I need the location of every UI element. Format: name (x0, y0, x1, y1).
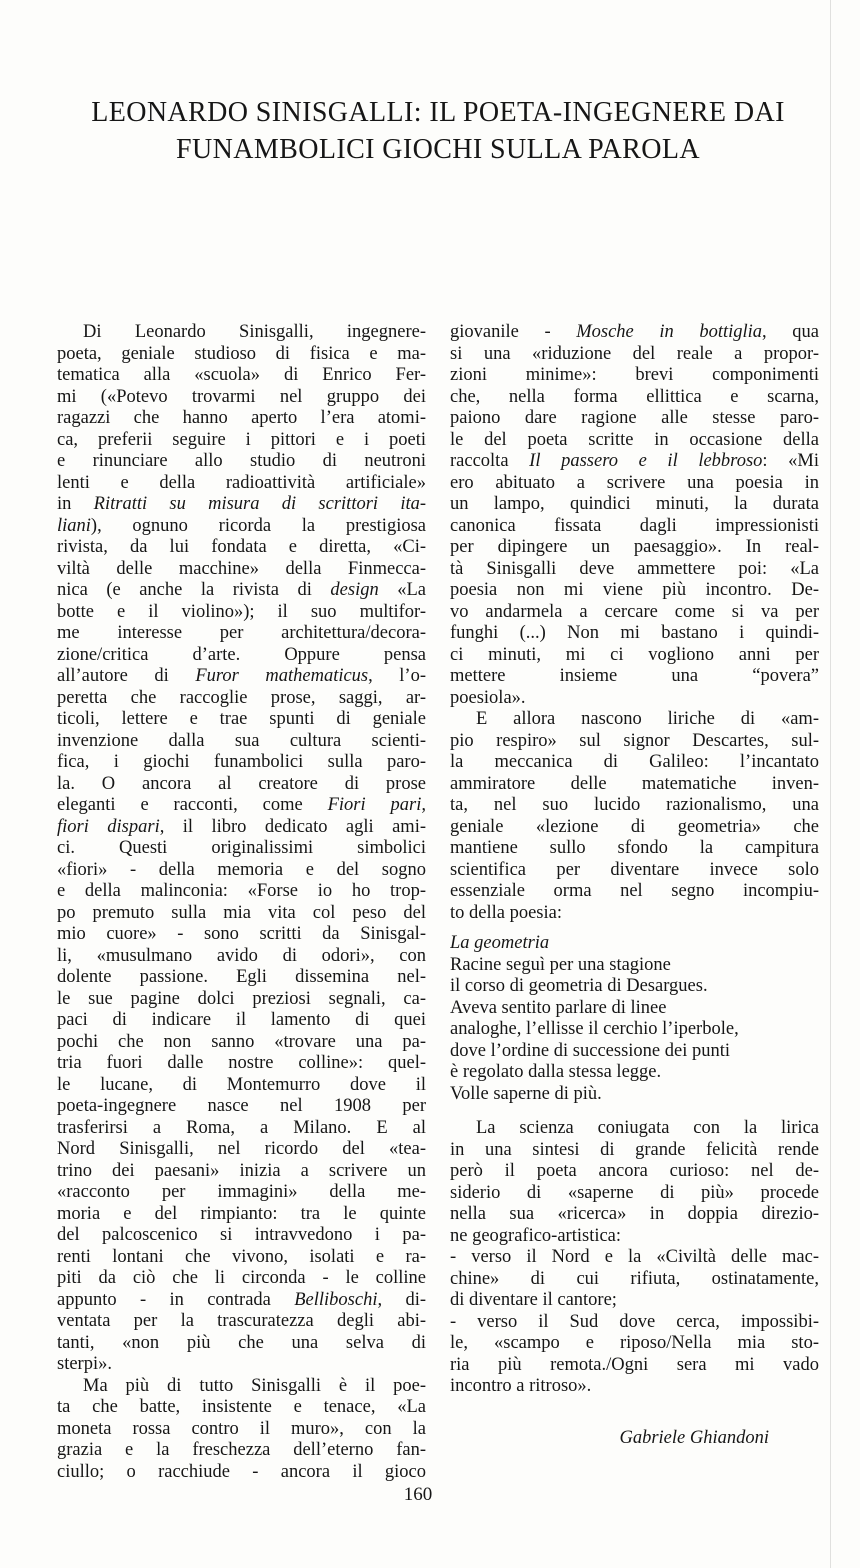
text-line: ci. Questi originalissimi simbolici (57, 838, 426, 858)
text-line: ventata per la trascuratezza degli abi- (57, 1311, 426, 1331)
right-column (450, 322, 819, 1483)
text-line: mi («Potevo trovarmi nel gruppo dei (57, 386, 426, 407)
article-title (57, 94, 819, 168)
text-line: chine» di cui rifiuta, ostinatamente, (450, 1268, 819, 1289)
text-line: tria fuori dalle nostre colline»: quel- (57, 1053, 426, 1073)
text-line: funghi (...) Non mi bastano i quindi- (450, 623, 819, 643)
text-line: poesiola». (450, 687, 526, 708)
text-line: scientifica per diventare invece solo (450, 859, 819, 880)
text-line: un lampo, quindici minuti, la durata (450, 494, 819, 514)
text-line: e rinunciare allo studio di neutroni (57, 451, 426, 471)
text-line: nella sua «ricerca» in doppia direzio- (450, 1204, 819, 1224)
text-line: del palcoscenico si intravvedono i pa- (57, 1225, 426, 1245)
text-line: analoghe, l’ellisse il cerchio l’iperbole, (450, 1019, 739, 1039)
text-line: «fiori» - della memoria e del sogno (57, 859, 426, 880)
text-line: ero abituato a scrivere una poesia in (450, 472, 819, 493)
text-line: che, nella forma ellittica e scarna, (450, 386, 819, 407)
text-line: Nord Sinisgalli, nel ricordo del «tea- (57, 1139, 426, 1159)
text-line: piti da ciò che li circonda - le colline (57, 1268, 426, 1288)
text-line: dolente passione. Egli dissemina nel- (57, 967, 426, 987)
article-body (57, 322, 819, 1483)
text-line: Di Leonardo Sinisgalli, ingegnere- (83, 322, 426, 342)
text-line: grazia e la freschezza dell’eterno fan- (57, 1440, 426, 1460)
text-line: tanti, «non più che una selva di (57, 1332, 426, 1353)
text-line: è regolato dalla stessa legge. (450, 1062, 662, 1082)
text-line: siderio di «saperne di più» procede (450, 1182, 819, 1203)
text-line: essenziale orma nel segno incompiu- (450, 881, 819, 901)
text-line: nica (e anche la rivista di design «La (57, 580, 426, 600)
text-line: fiori dispari, il libro dedicato agli ami- (57, 816, 426, 837)
text-line: ticoli, lettere e trae spunti di geniale (57, 709, 426, 729)
text-line: viltà delle macchine» della Finmecca- (57, 558, 426, 579)
text-line: liani), ognuno ricorda la prestigiosa (57, 515, 426, 536)
text-line: «racconto per immagini» della me- (57, 1182, 426, 1202)
text-line: lenti e della radioattività artificiale» (57, 472, 426, 493)
text-line: me interesse per architettura/decora- (57, 623, 426, 643)
text-line: trasferirsi a Roma, a Milano. E al (57, 1117, 426, 1138)
text-line: le del poeta scritte in occasione della (450, 429, 819, 450)
text-line: in una sintesi di grande felicità rende (450, 1139, 819, 1160)
text-line: Racine seguì per una stagione (450, 954, 671, 975)
text-line: mio cuore» - sono scritti da Sinisgal- (57, 924, 426, 944)
text-line: canonica fissata dagli impressionisti (450, 515, 819, 536)
text-line: E allora nascono liriche di «am- (476, 709, 819, 729)
paragraph (57, 322, 426, 1376)
text-line: per dipingere un paesaggio». In real- (450, 537, 819, 557)
text-line: sterpi». (57, 1354, 112, 1374)
text-line: botte e il violino»); il suo multifor- (57, 601, 426, 622)
paragraph (450, 709, 819, 924)
text-line: però il poeta ancora curioso: nel de- (450, 1161, 819, 1181)
text-line: la meccanica di Galileo: l’incantato (450, 752, 819, 772)
text-line: e della malinconia: «Forse io ho trop- (57, 881, 426, 901)
author-signature (450, 1428, 819, 1450)
text-line: - verso il Sud dove cerca, impossibi- (450, 1311, 819, 1332)
text-line: in Ritratti su misura di scrittori ita- (57, 494, 426, 514)
text-line: ragazzi che hanno aperto l’era atomi- (57, 408, 426, 428)
text-line: Gabriele Ghiandoni (619, 1427, 769, 1448)
poem-block (450, 933, 819, 1105)
text-line: mettere insieme una “povera” (450, 666, 819, 686)
text-line: ta, nel suo lucido razionalismo, una (450, 795, 819, 815)
text-line: Volle saperne di più. (450, 1083, 602, 1104)
text-line: tà Sinisgalli deve ammettere poi: «La (450, 558, 819, 579)
text-line: La geometria (450, 933, 550, 953)
text-line: poeta-ingegnere nasce nel 1908 per (57, 1096, 426, 1116)
text-line: poeta, geniale studioso di fisica e ma- (57, 343, 426, 364)
text-line: po premuto sulla mia vita col peso del (57, 902, 426, 923)
page-number: 160 (403, 1484, 433, 1505)
text-line: to della poesia: (450, 902, 562, 923)
text-line: pochi che non sanno «trovare una pa- (57, 1031, 426, 1052)
text-line: paiono dare ragione alle stesse paro- (450, 408, 819, 428)
text-line: fica, i giochi funambolici sulla paro- (57, 752, 426, 772)
text-line: moria e del rimpianto: tra le quinte (57, 1203, 426, 1224)
text-line: ne geografico-artistica: (450, 1225, 622, 1246)
text-line: poesia non mi viene più incontro. De- (450, 580, 819, 600)
text-line: ci minuti, mi ci vogliono anni per (450, 644, 819, 665)
text-line: trino dei paesani» inizia a scrivere un (57, 1160, 426, 1181)
text-line: le sue pagine dolci preziosi segnali, ca- (57, 988, 426, 1009)
text-line: zione/critica d’arte. Oppure pensa (57, 644, 426, 665)
text-line: le, «scampo e riposo/Nella mia sto- (450, 1333, 819, 1353)
article-title-line-2: FUNAMBOLICI GIOCHI SULLA PAROLA (176, 134, 700, 165)
text-line: peretta che raccoglie prose, saggi, ar- (57, 687, 426, 708)
text-line: dove l’ordine di successione dei punti (450, 1040, 731, 1061)
text-line: moneta rossa contro il muro», con la (57, 1418, 426, 1439)
article-title-line-1: LEONARDO SINISGALLI: IL POETA-INGEGNERE DAI (91, 97, 785, 128)
paragraph (450, 322, 819, 709)
text-line: all’autore di Furor mathematicus, l’o- (57, 666, 426, 686)
text-line: di diventare il cantore; (450, 1290, 617, 1310)
text-line: mantiene sullo sfondo la campitura (450, 838, 819, 858)
text-line: La scienza coniugata con la lirica (476, 1118, 819, 1138)
text-line: giovanile - Mosche in bottiglia, qua (450, 322, 819, 342)
left-column (57, 322, 426, 1483)
text-line: raccolta Il passero e il lebbroso: «Mi (450, 451, 819, 471)
text-line: si una «riduzione del reale a propor- (450, 343, 819, 364)
paragraph (450, 1118, 819, 1398)
text-line: Ma più di tutto Sinisgalli è il poe- (83, 1375, 426, 1396)
text-line: eleganti e racconti, come Fiori pari, (57, 795, 426, 815)
text-line: incontro a ritroso». (450, 1376, 592, 1396)
text-line: tematica alla «scuola» di Enrico Fer- (57, 365, 426, 385)
text-line: paci di indicare il lamento di quei (57, 1010, 426, 1030)
text-line: geniale «lezione di geometria» che (450, 816, 819, 837)
text-line: le lucane, di Montemurro dove il (57, 1074, 426, 1095)
paragraph (57, 1376, 426, 1484)
text-line: appunto - in contrada Belliboschi, di- (57, 1289, 426, 1310)
text-line: ammiratore delle matematiche inven- (450, 773, 819, 794)
text-line: il corso di geometria di Desargues. (450, 976, 708, 996)
text-line: ria più remota./Ogni sera mi vado (450, 1354, 819, 1375)
text-line: ta che batte, insistente e tenace, «La (57, 1397, 426, 1417)
text-line: ca, preferii seguire i pittori e i poeti (57, 429, 426, 450)
text-line: ciullo; o racchiude - ancora il gioco (57, 1461, 426, 1482)
text-line: zioni minime»: brevi componimenti (450, 365, 819, 385)
text-line: pio respiro» sul signor Descartes, sul- (450, 730, 819, 751)
text-line: la. O ancora al creatore di prose (57, 773, 426, 794)
text-line: rivista, da lui fondata e diretta, «Ci- (57, 537, 426, 557)
text-line: - verso il Nord e la «Civiltà delle mac- (450, 1247, 819, 1267)
text-line: renti lontani che vivono, isolati e ra- (57, 1246, 426, 1267)
scan-artifact-line (830, 0, 831, 1568)
text-line: vo andarmela a cercare come si va per (450, 601, 819, 622)
text-line: li, «musulmano avido di odori», con (57, 945, 426, 966)
text-line: invenzione dalla sua cultura scienti- (57, 730, 426, 751)
text-line: Aveva sentito parlare di linee (450, 997, 667, 1018)
